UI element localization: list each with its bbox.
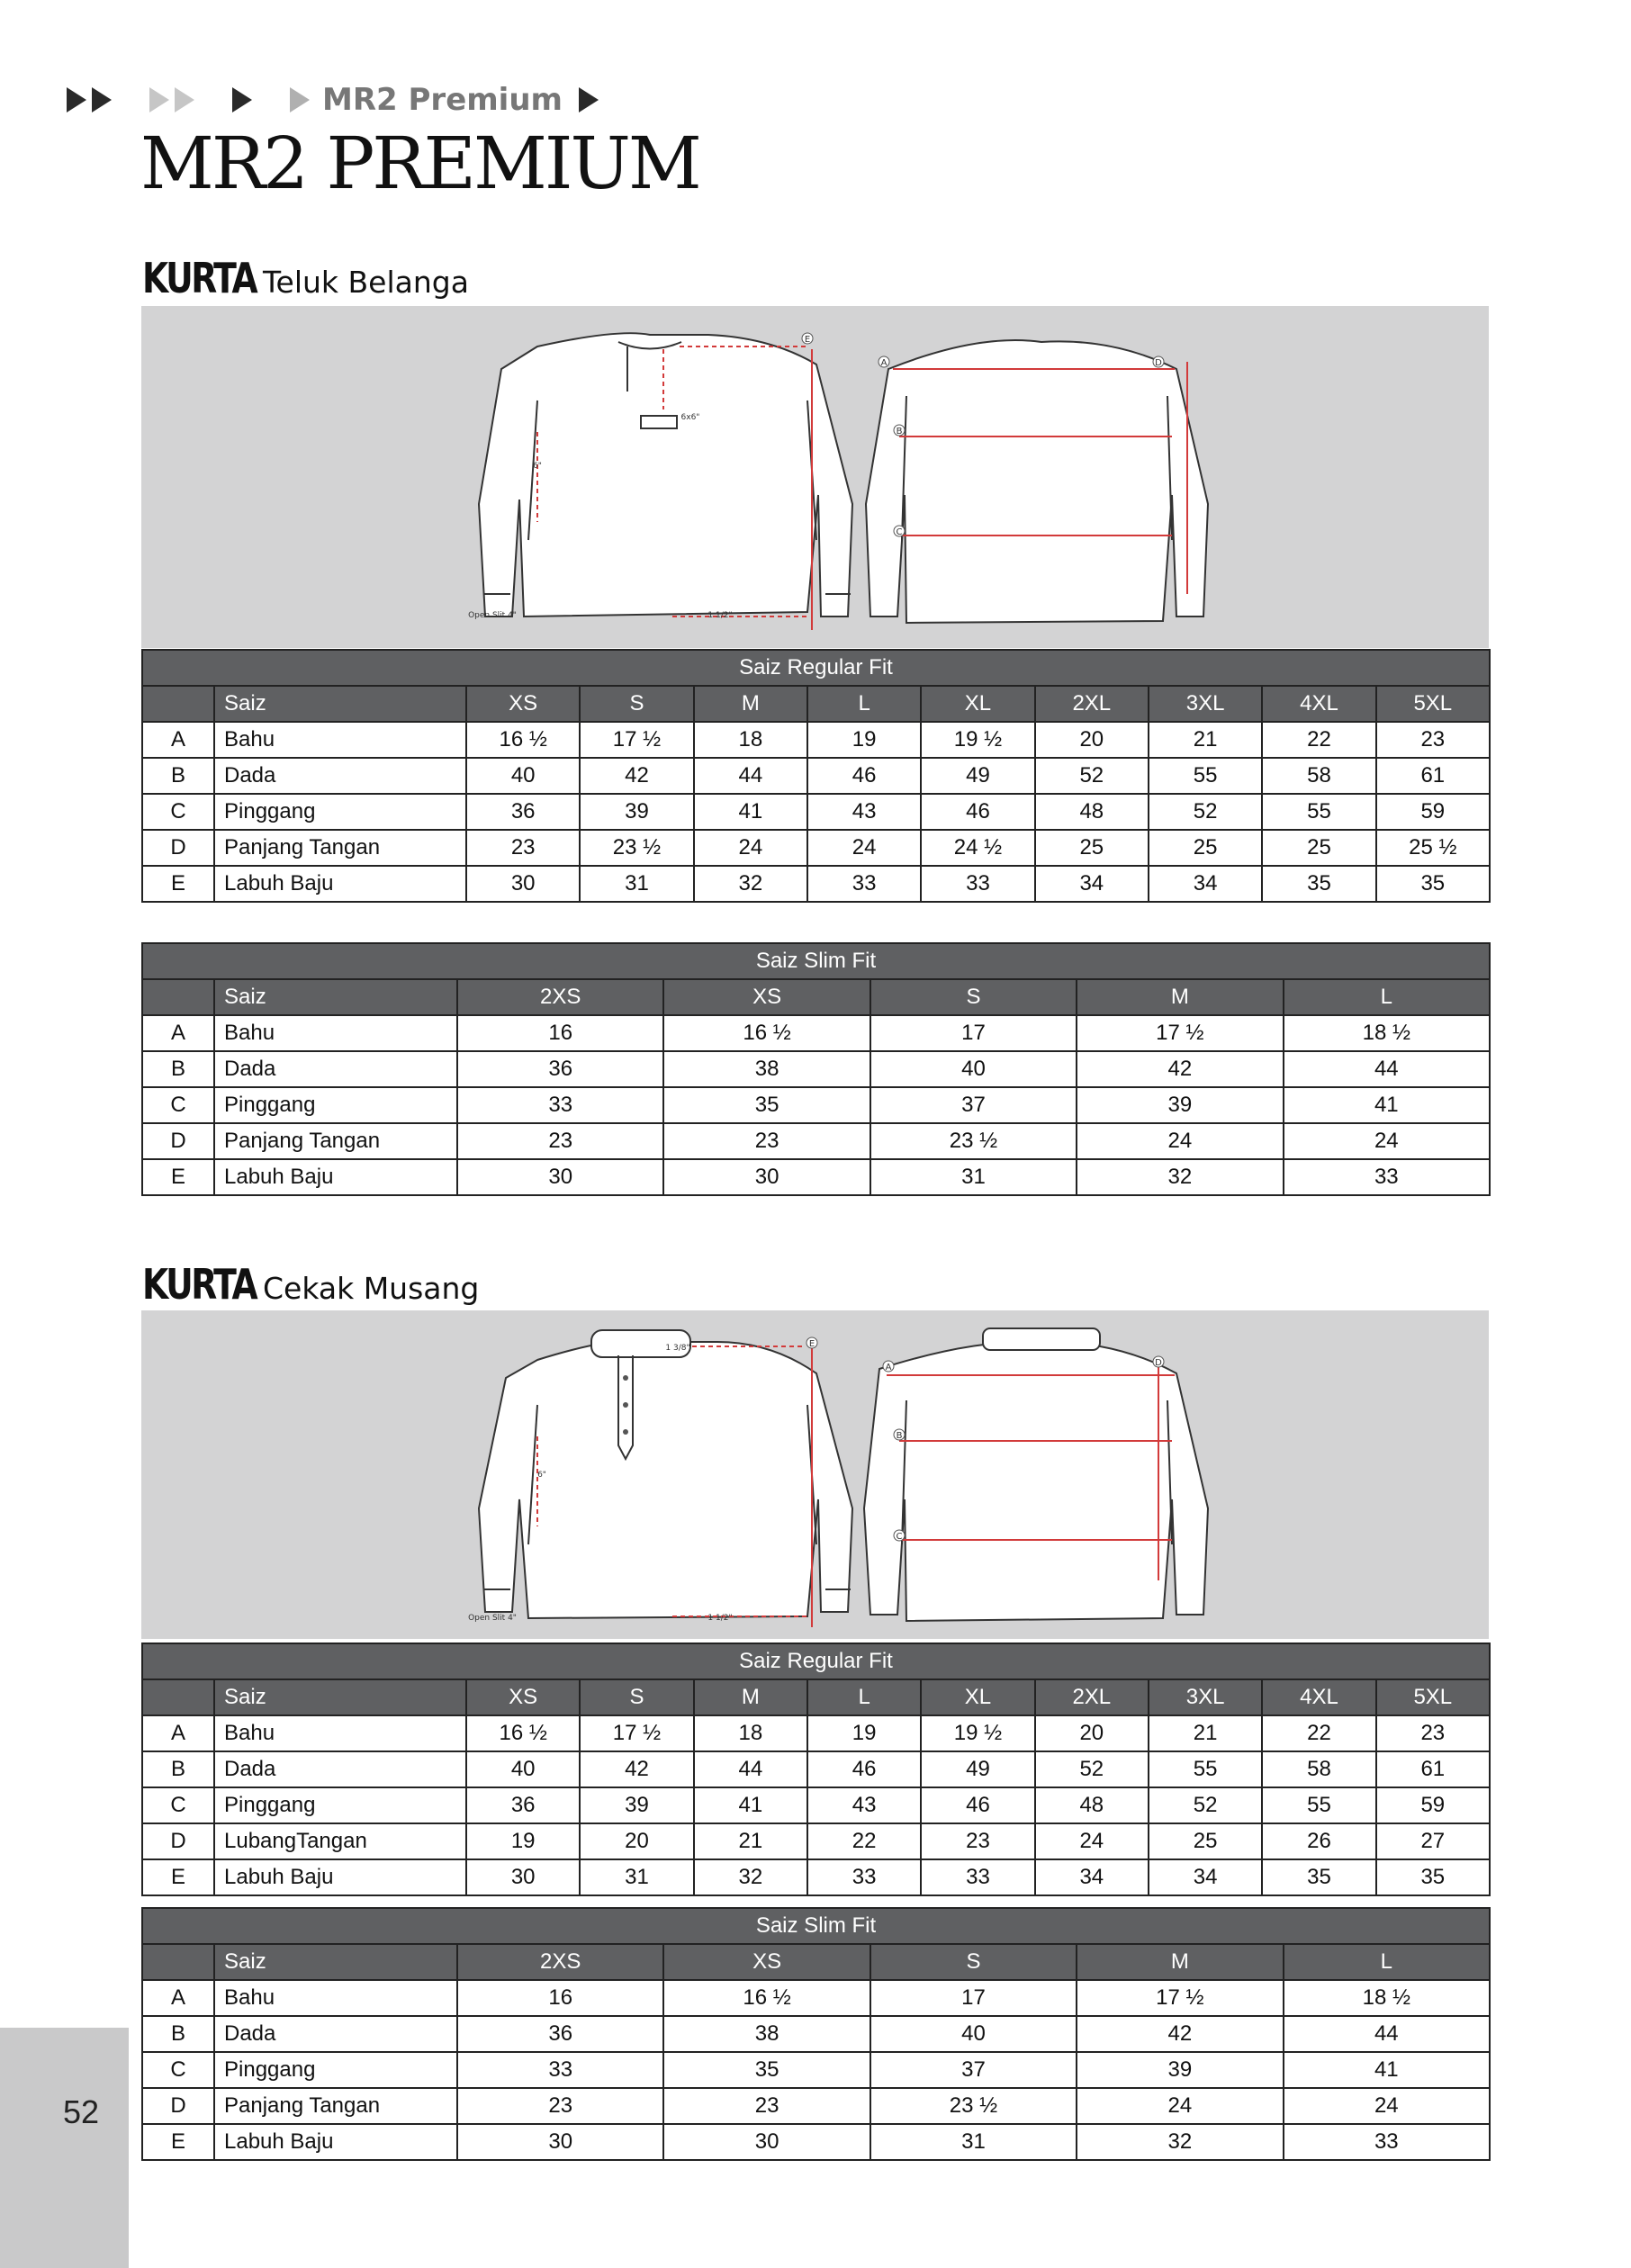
page-title: MR2 PREMIUM xyxy=(140,122,699,205)
measurement-value: 49 xyxy=(921,758,1034,794)
measurement-name: Dada xyxy=(214,758,466,794)
regular-fit-table-cekak-musang xyxy=(141,1642,1491,1896)
measurement-value: 25 xyxy=(1035,830,1149,866)
diagram-label-d: D xyxy=(1155,1358,1162,1368)
page-number-tab xyxy=(0,2028,129,2268)
diagram-open-slit: Open Slit 4" xyxy=(468,1614,517,1623)
measurement-code: C xyxy=(142,2052,214,2088)
measurement-value: 16 ½ xyxy=(466,722,580,758)
measurement-value: 40 xyxy=(870,1051,1077,1087)
play-arrow-icon xyxy=(579,87,599,112)
measurement-value: 17 ½ xyxy=(580,722,693,758)
measurement-name: Pinggang xyxy=(214,2052,457,2088)
measurement-value: 35 xyxy=(1262,1859,1375,1895)
measurement-value: 31 xyxy=(870,2124,1077,2160)
table-row xyxy=(142,2016,1490,2052)
measurement-value: 43 xyxy=(807,794,921,830)
measurement-value: 35 xyxy=(1262,866,1375,902)
measurement-name: Panjang Tangan xyxy=(214,1123,457,1159)
measurement-name: Pinggang xyxy=(214,794,466,830)
measurement-value: 23 xyxy=(457,2088,663,2124)
measurement-code: A xyxy=(142,1015,214,1051)
diagram-label-e: E xyxy=(804,335,811,345)
table-row xyxy=(142,758,1490,794)
code-header xyxy=(142,979,214,1015)
measurement-value: 18 xyxy=(694,722,807,758)
size-header: S xyxy=(580,1679,693,1715)
measurement-value: 40 xyxy=(466,1751,580,1787)
measurement-value: 16 xyxy=(457,1980,663,2016)
measurement-value: 18 ½ xyxy=(1284,1015,1490,1051)
diagram-label-d: D xyxy=(1155,358,1162,368)
table-row xyxy=(142,722,1490,758)
measurement-value: 17 xyxy=(870,1980,1077,2016)
size-header: 5XL xyxy=(1376,686,1490,722)
measurement-value: 35 xyxy=(663,2052,870,2088)
measurement-value: 30 xyxy=(457,2124,663,2160)
measurement-value: 44 xyxy=(694,758,807,794)
measurement-value: 23 ½ xyxy=(870,1123,1077,1159)
table-row xyxy=(142,1159,1490,1195)
table-caption: Saiz Slim Fit xyxy=(142,943,1490,979)
measurement-value: 23 xyxy=(457,1123,663,1159)
measurement-name: Bahu xyxy=(214,1715,466,1751)
code-header xyxy=(142,686,214,722)
table-row xyxy=(142,1087,1490,1123)
measurement-value: 34 xyxy=(1035,1859,1149,1895)
measurement-value: 24 xyxy=(1035,1823,1149,1859)
breadcrumb-label: MR2 Premium xyxy=(322,82,563,118)
code-header xyxy=(142,1679,214,1715)
diagram-placket: 6" xyxy=(537,1471,546,1480)
measurement-value: 38 xyxy=(663,1051,870,1087)
size-header: L xyxy=(807,1679,921,1715)
measurement-value: 34 xyxy=(1149,1859,1262,1895)
measurement-code: B xyxy=(142,1751,214,1787)
size-header: L xyxy=(807,686,921,722)
section-heading-cekak-musang xyxy=(142,1260,479,1309)
measurement-value: 25 xyxy=(1262,830,1375,866)
measurement-value: 37 xyxy=(870,2052,1077,2088)
table-row xyxy=(142,1715,1490,1751)
size-header: M xyxy=(694,1679,807,1715)
measurement-value: 35 xyxy=(1376,866,1490,902)
measurement-value: 41 xyxy=(1284,2052,1490,2088)
measurement-value: 24 xyxy=(1284,1123,1490,1159)
size-header: 5XL xyxy=(1376,1679,1490,1715)
table-row xyxy=(142,1751,1490,1787)
measurement-value: 33 xyxy=(807,1859,921,1895)
measurement-value: 44 xyxy=(1284,1051,1490,1087)
measurement-value: 24 xyxy=(694,830,807,866)
measurement-value: 24 ½ xyxy=(921,830,1034,866)
size-header: 4XL xyxy=(1262,686,1375,722)
size-header: S xyxy=(870,979,1077,1015)
measurement-name: Bahu xyxy=(214,722,466,758)
measurement-name: Labuh Baju xyxy=(214,1859,466,1895)
measurement-value: 46 xyxy=(921,1787,1034,1823)
size-header: 2XS xyxy=(457,1944,663,1980)
table-caption: Saiz Slim Fit xyxy=(142,1908,1490,1944)
measurement-value: 41 xyxy=(694,794,807,830)
size-header: XS xyxy=(663,1944,870,1980)
measurement-value: 18 ½ xyxy=(1284,1980,1490,2016)
measurement-name: Bahu xyxy=(214,1015,457,1051)
measurement-value: 23 xyxy=(1376,722,1490,758)
measurement-code: E xyxy=(142,2124,214,2160)
diagram-label-b: B xyxy=(896,1431,903,1441)
measurement-value: 48 xyxy=(1035,794,1149,830)
measurement-value: 52 xyxy=(1035,758,1149,794)
table-row xyxy=(142,1123,1490,1159)
measurement-value: 17 ½ xyxy=(1077,1980,1283,2016)
measurement-value: 23 xyxy=(921,1823,1034,1859)
measurement-value: 27 xyxy=(1376,1823,1490,1859)
play-arrow-icon xyxy=(67,87,86,112)
diagram-label-a: A xyxy=(885,1363,892,1372)
measurement-code: D xyxy=(142,1123,214,1159)
size-header: L xyxy=(1284,1944,1490,1980)
size-header: XS xyxy=(466,1679,580,1715)
section-heading-bold: KURTA xyxy=(142,254,257,302)
measurement-value: 44 xyxy=(1284,2016,1490,2052)
measurement-value: 33 xyxy=(807,866,921,902)
measurement-code: D xyxy=(142,1823,214,1859)
diagram-open-slit: Open Slit 4" xyxy=(468,611,517,620)
measurement-value: 17 xyxy=(870,1015,1077,1051)
measurement-value: 39 xyxy=(580,1787,693,1823)
measurement-code: E xyxy=(142,1859,214,1895)
size-header: 2XL xyxy=(1035,686,1149,722)
measurement-value: 42 xyxy=(580,758,693,794)
table-caption: Saiz Regular Fit xyxy=(142,650,1490,686)
measurement-value: 35 xyxy=(1376,1859,1490,1895)
measurement-value: 55 xyxy=(1149,1751,1262,1787)
measurement-value: 39 xyxy=(1077,1087,1283,1123)
measurement-value: 23 xyxy=(466,830,580,866)
measurement-value: 16 ½ xyxy=(466,1715,580,1751)
measurement-value: 25 xyxy=(1149,1823,1262,1859)
measurement-name: Pinggang xyxy=(214,1787,466,1823)
diagram-collar: 1 3/8" xyxy=(665,1344,690,1353)
slim-fit-table-cekak-musang xyxy=(141,1907,1491,2161)
saiz-header: Saiz xyxy=(214,1944,457,1980)
measurement-code: E xyxy=(142,1159,214,1195)
measurement-value: 61 xyxy=(1376,758,1490,794)
regular-fit-table-teluk-belanga xyxy=(141,649,1491,903)
saiz-header: Saiz xyxy=(214,979,457,1015)
table-row xyxy=(142,2052,1490,2088)
measurement-name: Labuh Baju xyxy=(214,866,466,902)
measurement-value: 34 xyxy=(1035,866,1149,902)
table-row xyxy=(142,2124,1490,2160)
measurement-name: Labuh Baju xyxy=(214,1159,457,1195)
size-header: L xyxy=(1284,979,1490,1015)
measurement-value: 52 xyxy=(1149,1787,1262,1823)
measurement-value: 31 xyxy=(580,1859,693,1895)
measurement-name: Dada xyxy=(214,1051,457,1087)
measurement-value: 22 xyxy=(1262,722,1375,758)
kurta-cekak-musang-illustration xyxy=(141,1310,1489,1639)
measurement-value: 34 xyxy=(1149,866,1262,902)
measurement-name: Bahu xyxy=(214,1980,457,2016)
measurement-value: 18 xyxy=(694,1715,807,1751)
measurement-code: B xyxy=(142,758,214,794)
diagram-label-c: C xyxy=(896,527,903,537)
size-header: 3XL xyxy=(1149,686,1262,722)
measurement-value: 23 xyxy=(663,2088,870,2124)
measurement-value: 19 xyxy=(807,1715,921,1751)
measurement-value: 31 xyxy=(870,1159,1077,1195)
diagram-label-c: C xyxy=(896,1532,903,1542)
measurement-value: 55 xyxy=(1149,758,1262,794)
measurement-value: 39 xyxy=(1077,2052,1283,2088)
kurta-teluk-belanga-illustration xyxy=(141,306,1489,648)
diagram-hem: 1 1/2" xyxy=(707,611,733,620)
measurement-value: 41 xyxy=(694,1787,807,1823)
measurement-name: Panjang Tangan xyxy=(214,830,466,866)
size-header: XL xyxy=(921,1679,1034,1715)
measurement-code: A xyxy=(142,1980,214,2016)
measurement-code: D xyxy=(142,2088,214,2124)
size-header: S xyxy=(580,686,693,722)
measurement-code: D xyxy=(142,830,214,866)
table-row xyxy=(142,1859,1490,1895)
measurement-value: 42 xyxy=(580,1751,693,1787)
measurement-value: 42 xyxy=(1077,1051,1283,1087)
measurement-value: 46 xyxy=(807,1751,921,1787)
size-header: 4XL xyxy=(1262,1679,1375,1715)
measurement-value: 40 xyxy=(466,758,580,794)
measurement-value: 33 xyxy=(1284,1159,1490,1195)
measurement-name: Panjang Tangan xyxy=(214,2088,457,2124)
size-header: M xyxy=(1077,979,1283,1015)
play-arrow-icon xyxy=(92,87,112,112)
measurement-value: 36 xyxy=(457,1051,663,1087)
slim-fit-table-teluk-belanga xyxy=(141,942,1491,1196)
measurement-value: 48 xyxy=(1035,1787,1149,1823)
measurement-code: B xyxy=(142,1051,214,1087)
table-row xyxy=(142,1051,1490,1087)
play-arrow-icon xyxy=(290,87,310,112)
measurement-value: 31 xyxy=(580,866,693,902)
measurement-value: 21 xyxy=(694,1823,807,1859)
play-arrow-icon xyxy=(175,87,194,112)
measurement-code: E xyxy=(142,866,214,902)
measurement-value: 32 xyxy=(694,1859,807,1895)
measurement-value: 19 ½ xyxy=(921,1715,1034,1751)
diagram-label-e: E xyxy=(808,1339,816,1349)
measurement-value: 24 xyxy=(1077,1123,1283,1159)
measurement-value: 22 xyxy=(807,1823,921,1859)
page-number: 52 xyxy=(63,2093,100,2130)
measurement-value: 61 xyxy=(1376,1751,1490,1787)
measurement-value: 20 xyxy=(1035,1715,1149,1751)
garment-diagram-teluk-belanga xyxy=(141,306,1489,648)
measurement-value: 23 xyxy=(1376,1715,1490,1751)
measurement-value: 32 xyxy=(1077,1159,1283,1195)
measurement-value: 25 xyxy=(1149,830,1262,866)
measurement-value: 39 xyxy=(580,794,693,830)
measurement-value: 22 xyxy=(1262,1715,1375,1751)
saiz-header: Saiz xyxy=(214,1679,466,1715)
measurement-value: 19 xyxy=(466,1823,580,1859)
measurement-value: 19 ½ xyxy=(921,722,1034,758)
size-header: M xyxy=(694,686,807,722)
measurement-value: 20 xyxy=(580,1823,693,1859)
measurement-name: Labuh Baju xyxy=(214,2124,457,2160)
measurement-value: 36 xyxy=(466,794,580,830)
diagram-label-b: B xyxy=(896,427,903,436)
measurement-name: Dada xyxy=(214,1751,466,1787)
measurement-value: 23 xyxy=(663,1123,870,1159)
measurement-value: 17 ½ xyxy=(580,1715,693,1751)
measurement-value: 38 xyxy=(663,2016,870,2052)
measurement-value: 40 xyxy=(870,2016,1077,2052)
measurement-value: 30 xyxy=(466,1859,580,1895)
breadcrumb xyxy=(67,77,604,122)
measurement-code: C xyxy=(142,1787,214,1823)
measurement-value: 24 xyxy=(1284,2088,1490,2124)
diagram-hem: 1 1/2" xyxy=(707,1614,733,1623)
measurement-value: 26 xyxy=(1262,1823,1375,1859)
measurement-name: Pinggang xyxy=(214,1087,457,1123)
measurement-value: 19 xyxy=(807,722,921,758)
measurement-code: B xyxy=(142,2016,214,2052)
measurement-value: 32 xyxy=(1077,2124,1283,2160)
garment-diagram-cekak-musang xyxy=(141,1310,1489,1639)
measurement-value: 42 xyxy=(1077,2016,1283,2052)
measurement-code: C xyxy=(142,1087,214,1123)
measurement-value: 59 xyxy=(1376,1787,1490,1823)
table-row xyxy=(142,2088,1490,2124)
size-header: S xyxy=(870,1944,1077,1980)
measurement-value: 24 xyxy=(1077,2088,1283,2124)
measurement-value: 33 xyxy=(1284,2124,1490,2160)
measurement-code: C xyxy=(142,794,214,830)
measurement-value: 58 xyxy=(1262,1751,1375,1787)
measurement-value: 46 xyxy=(807,758,921,794)
measurement-value: 24 xyxy=(807,830,921,866)
measurement-value: 35 xyxy=(663,1087,870,1123)
size-header: XS xyxy=(663,979,870,1015)
size-header: 2XL xyxy=(1035,1679,1149,1715)
measurement-value: 30 xyxy=(663,2124,870,2160)
measurement-value: 59 xyxy=(1376,794,1490,830)
section-heading-light: Teluk Belanga xyxy=(263,265,469,300)
measurement-value: 16 xyxy=(457,1015,663,1051)
size-header: 2XS xyxy=(457,979,663,1015)
section-heading-bold: KURTA xyxy=(142,1260,257,1309)
size-header: XS xyxy=(466,686,580,722)
saiz-header: Saiz xyxy=(214,686,466,722)
measurement-value: 30 xyxy=(457,1159,663,1195)
measurement-value: 55 xyxy=(1262,1787,1375,1823)
measurement-value: 52 xyxy=(1149,794,1262,830)
diagram-label-a: A xyxy=(880,358,888,368)
table-row xyxy=(142,1015,1490,1051)
diagram-placket: 6" xyxy=(533,462,542,471)
measurement-value: 33 xyxy=(921,866,1034,902)
measurement-value: 41 xyxy=(1284,1087,1490,1123)
measurement-value: 36 xyxy=(466,1787,580,1823)
measurement-value: 46 xyxy=(921,794,1034,830)
measurement-value: 17 ½ xyxy=(1077,1015,1283,1051)
measurement-value: 36 xyxy=(457,2016,663,2052)
measurement-value: 16 ½ xyxy=(663,1980,870,2016)
table-row xyxy=(142,794,1490,830)
measurement-value: 21 xyxy=(1149,1715,1262,1751)
measurement-value: 58 xyxy=(1262,758,1375,794)
measurement-value: 33 xyxy=(457,2052,663,2088)
measurement-value: 32 xyxy=(694,866,807,902)
measurement-value: 43 xyxy=(807,1787,921,1823)
table-row xyxy=(142,1980,1490,2016)
play-arrow-icon xyxy=(149,87,169,112)
measurement-name: Dada xyxy=(214,2016,457,2052)
table-row xyxy=(142,866,1490,902)
measurement-code: A xyxy=(142,1715,214,1751)
table-row xyxy=(142,1823,1490,1859)
diagram-pocket: 6x6" xyxy=(680,413,700,422)
table-row xyxy=(142,830,1490,866)
section-heading-teluk-belanga xyxy=(142,254,469,302)
measurement-value: 55 xyxy=(1262,794,1375,830)
measurement-value: 21 xyxy=(1149,722,1262,758)
measurement-value: 30 xyxy=(663,1159,870,1195)
measurement-value: 23 ½ xyxy=(580,830,693,866)
table-caption: Saiz Regular Fit xyxy=(142,1643,1490,1679)
measurement-value: 37 xyxy=(870,1087,1077,1123)
table-row xyxy=(142,1787,1490,1823)
size-header: 3XL xyxy=(1149,1679,1262,1715)
measurement-value: 49 xyxy=(921,1751,1034,1787)
size-header: M xyxy=(1077,1944,1283,1980)
size-header: XL xyxy=(921,686,1034,722)
measurement-value: 20 xyxy=(1035,722,1149,758)
measurement-value: 16 ½ xyxy=(663,1015,870,1051)
code-header xyxy=(142,1944,214,1980)
measurement-value: 33 xyxy=(457,1087,663,1123)
measurement-name: LubangTangan xyxy=(214,1823,466,1859)
measurement-value: 25 ½ xyxy=(1376,830,1490,866)
measurement-value: 44 xyxy=(694,1751,807,1787)
measurement-value: 23 ½ xyxy=(870,2088,1077,2124)
measurement-value: 33 xyxy=(921,1859,1034,1895)
play-arrow-icon xyxy=(232,87,252,112)
section-heading-light: Cekak Musang xyxy=(263,1271,480,1306)
measurement-code: A xyxy=(142,722,214,758)
measurement-value: 52 xyxy=(1035,1751,1149,1787)
measurement-value: 30 xyxy=(466,866,580,902)
